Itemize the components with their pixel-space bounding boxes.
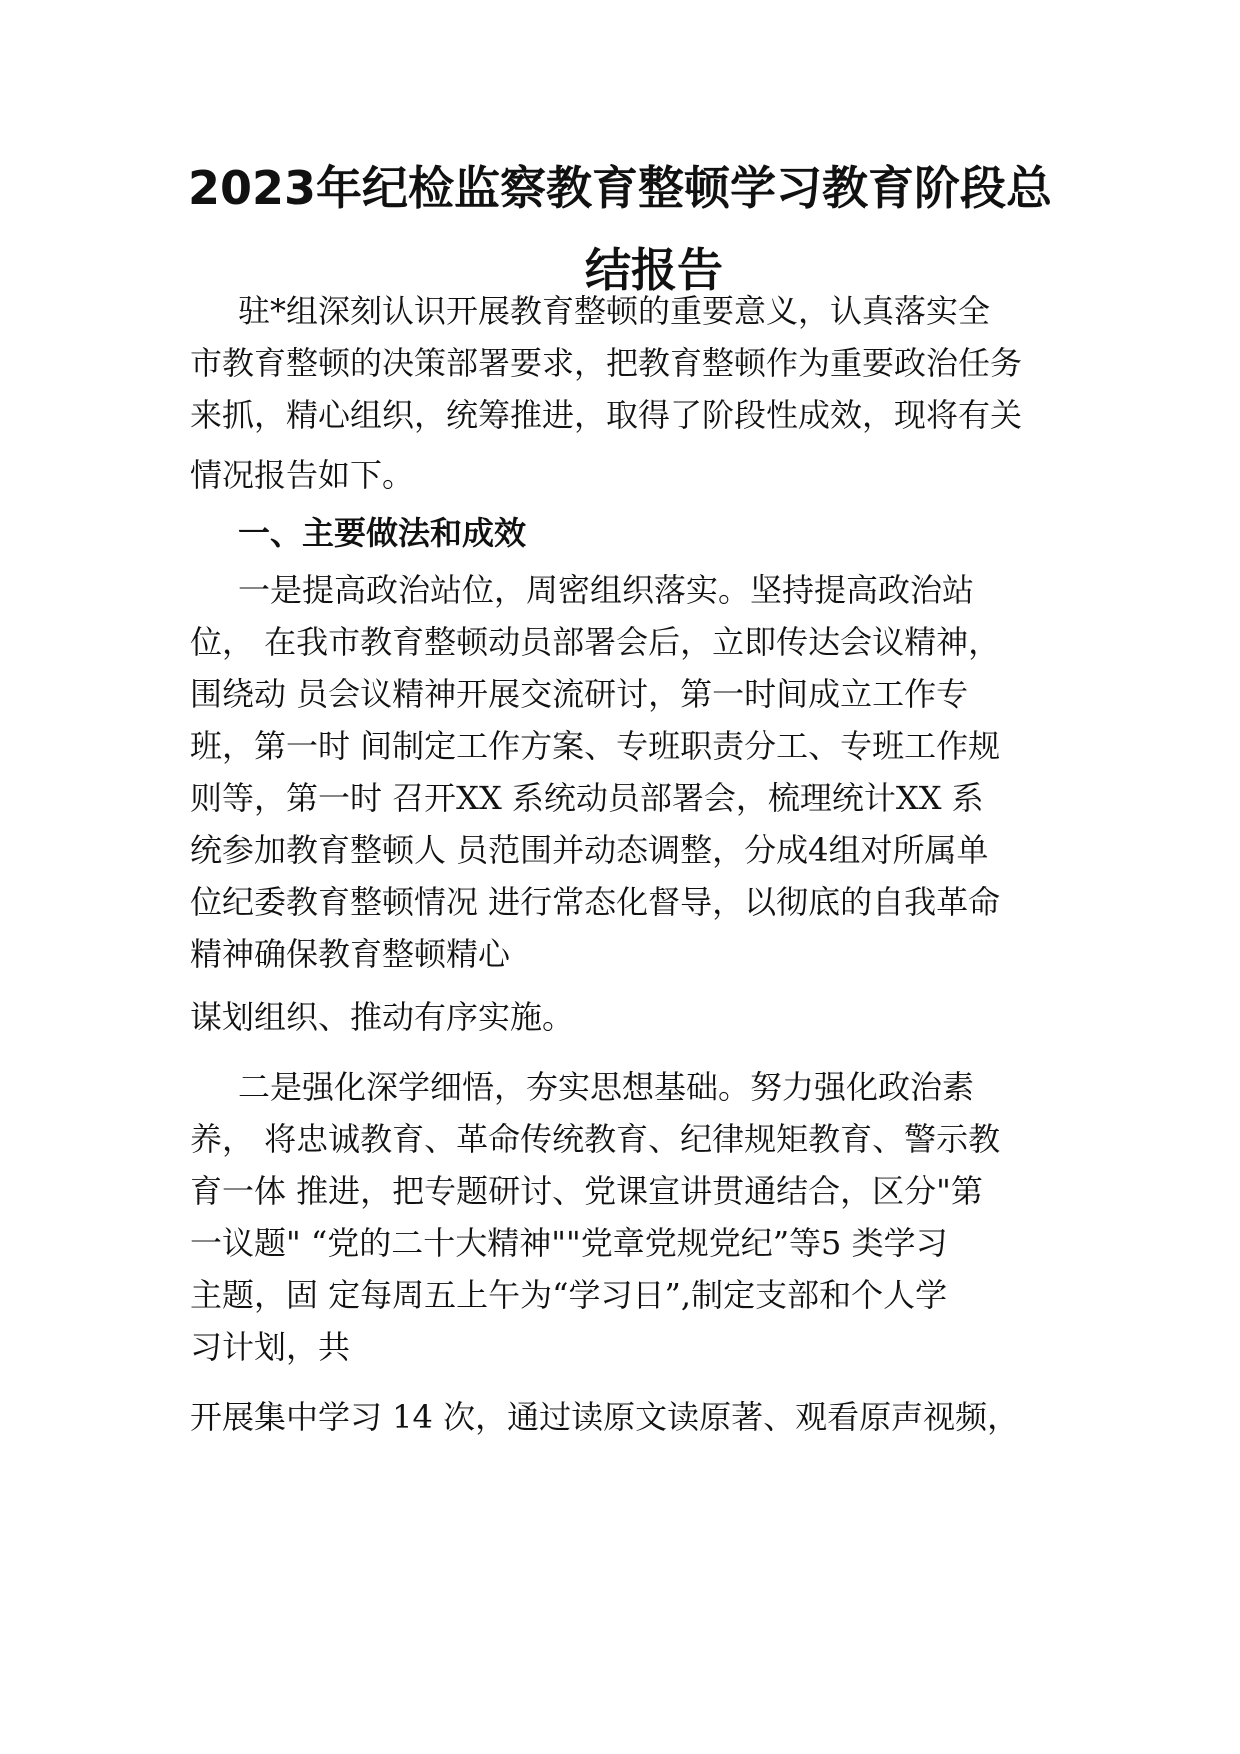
para2-line-2: 养， 将忠诚教育、革命传统教育、纪律规矩教育、警示教: [190, 1120, 1001, 1158]
para1-line-7: 位纪委教育整顿情况 进行常态化督导，以彻底的自我革命: [190, 883, 1001, 921]
para1-line-1: 一是提高政治站位，周密组织落实。坚持提高政治站: [238, 571, 975, 609]
para2-line-1: 二是强化深学细悟，夯实思想基础。努力强化政治素: [238, 1068, 975, 1106]
intro-line-2: 市教育整顿的决策部署要求，把教育整顿作为重要政治任务: [190, 344, 1023, 382]
para1-line-9: 谋划组织、推动有序实施。: [190, 998, 575, 1036]
section-heading: 一、主要做法和成效: [238, 514, 527, 552]
para2-line-6: 习计划，共: [190, 1328, 351, 1366]
para2-line-4: 一议题" “党的二十大精神""党章党规党纪”等5 类学习: [190, 1224, 948, 1262]
intro-line-3: 来抓，精心组织，统筹推进，取得了阶段性成效，现将有关: [190, 396, 1023, 434]
para1-line-5: 则等，第一时 召开XX 系统动员部署会，梳理统计XX 系: [190, 779, 984, 817]
para2-line-3: 育一体 推进，把专题研讨、党课宣讲贯通结合，区分"第: [190, 1172, 983, 1210]
para1-line-3: 围绕动 员会议精神开展交流研讨，第一时间成立工作专: [190, 675, 969, 713]
document-title-line-2: 结报告: [585, 243, 723, 297]
para1-line-4: 班，第一时 间制定工作方案、专班职责分工、专班工作规: [190, 727, 1001, 765]
intro-line-1: 驻*组深刻认识开展教育整顿的重要意义，认真落实全: [238, 292, 991, 330]
para2-line-7: 开展集中学习 14 次，通过读原文读原著、观看原声视频，: [190, 1398, 1020, 1436]
para2-line-5: 主题，固 定每周五上午为“学习日”,制定支部和个人学: [190, 1276, 948, 1314]
document-title-line-1: 2023年纪检监察教育整顿学习教育阶段总: [187, 161, 1053, 215]
para1-line-6: 统参加教育整顿人 员范围并动态调整，分成4组对所属单: [190, 831, 989, 869]
para1-line-8: 精神确保教育整顿精心: [190, 935, 511, 973]
intro-line-4: 情况报告如下。: [190, 456, 415, 494]
para1-line-2: 位， 在我市教育整顿动员部署会后，立即传达会议精神，: [190, 623, 1001, 661]
